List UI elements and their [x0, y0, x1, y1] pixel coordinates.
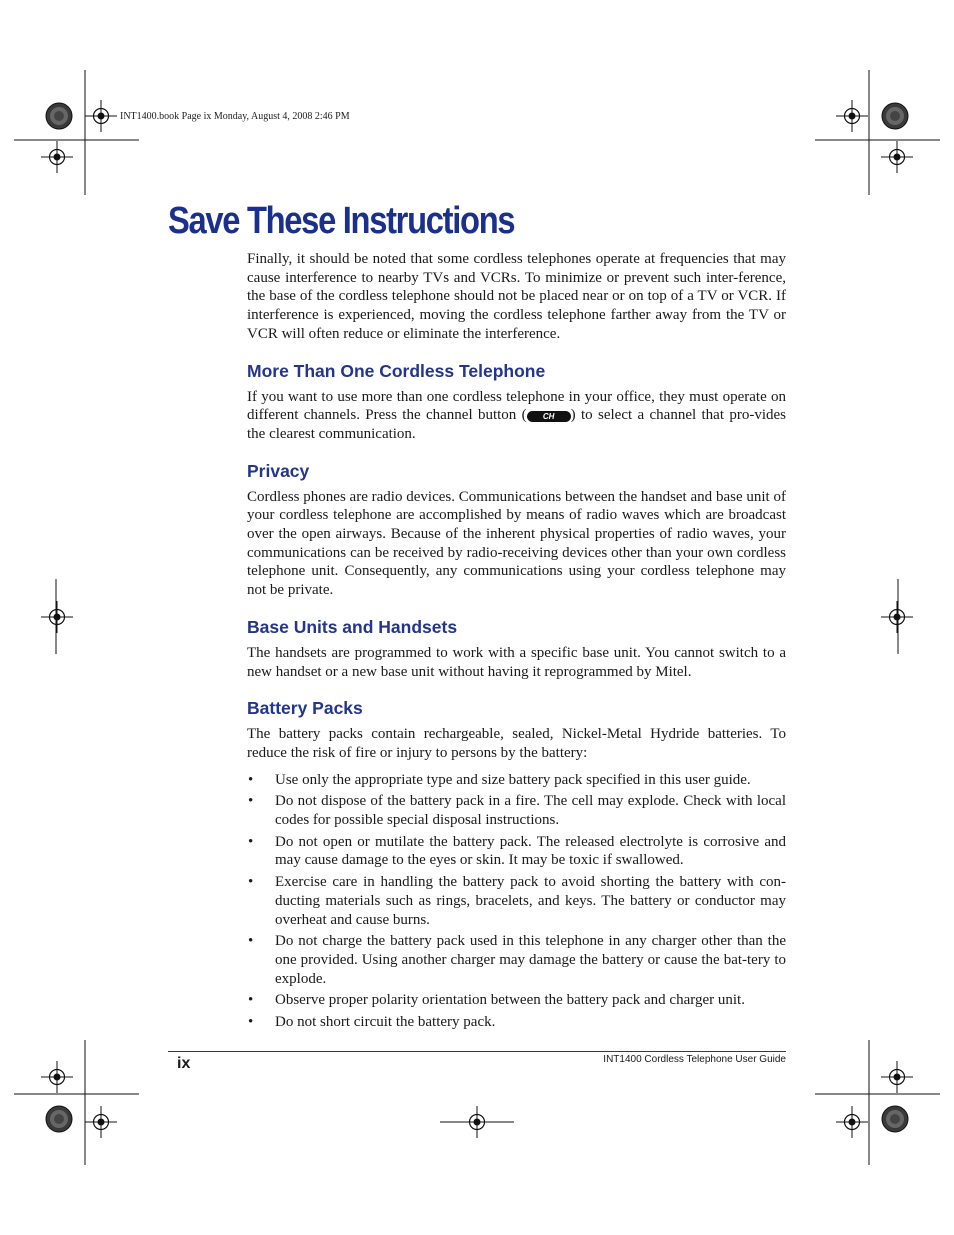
- battery-safety-list: [247, 771, 786, 1032]
- bullet-icon: •: [248, 771, 254, 788]
- list-item-text: Do not dispose of the battery pack in a fire. The cell may explode. Check with local codes for possible special disposal instructions.: [275, 793, 786, 829]
- print-slug: INT1400.book Page ix Monday, August 4, 2008 2:46 PM: [120, 111, 350, 122]
- footer-guide-title: INT1400 Cordless Telephone User Guide: [603, 1054, 786, 1065]
- multiple-phones-text-before: If you want to use more than one cordless telephone in your office, they must operate on different channels. Press the channel button (: [247, 388, 786, 424]
- list-item: [247, 771, 786, 790]
- page-title: Save These Instructions: [168, 200, 515, 242]
- list-item-text: Do not short circuit the battery pack.: [275, 1014, 496, 1031]
- color-target-mark: [882, 103, 908, 129]
- list-item-text: Do not charge the battery pack used in this telephone in any charger other than the one provided. Using another charger may damage the battery or cause the bat-tery to explode.: [275, 933, 786, 987]
- list-item-text: Do not open or mutilate the battery pack. The released electrolyte is corrosive and may cause damage to the eyes or skin. It may be toxic if swallowed.: [275, 833, 786, 869]
- section-heading-multiple-phones: More Than One Cordless Telephone: [247, 360, 546, 381]
- page-number: ix: [177, 1055, 191, 1072]
- registration-mark: [881, 1061, 913, 1093]
- list-item: [247, 873, 786, 929]
- multiple-phones-text-after: ) to select a channel that pro-vides the clearest communication.: [247, 407, 786, 442]
- registration-mark: [836, 1106, 868, 1138]
- registration-mark: [41, 141, 73, 173]
- bullet-icon: •: [248, 992, 254, 1009]
- registration-mark: [85, 100, 117, 132]
- section-heading-base-units: Base Units and Handsets: [247, 616, 458, 637]
- section-heading-battery-packs: Battery Packs: [247, 698, 363, 719]
- registration-mark: [41, 1061, 73, 1093]
- bullet-icon: •: [248, 933, 254, 950]
- list-item: [247, 932, 786, 988]
- base-units-paragraph: The handsets are programmed to work with a specific base unit. You cannot switch to a new handset or a new base unit without having it reprogrammed by Mitel.: [247, 644, 786, 680]
- footer-divider: [168, 1051, 786, 1052]
- registration-mark: [836, 100, 868, 132]
- list-item: [247, 792, 786, 829]
- registration-mark: [41, 601, 73, 633]
- section-heading-privacy: Privacy: [247, 460, 310, 481]
- registration-mark: [461, 1106, 493, 1138]
- list-item-text: Use only the appropriate type and size battery pack specified in this user guide.: [275, 771, 751, 788]
- privacy-paragraph: Cordless phones are radio devices. Communications between the handset and base unit of your cordless telephone are accomplished by means of radio waves which are broadcast over the open airways. Because of the inherent physical properties of radio waves, your communications can be received by radio-receiving devices other than your own cordless telephone unit. Consequently, any communications using your cordless telephone may not be private.: [247, 488, 786, 599]
- bullet-icon: •: [248, 833, 254, 850]
- list-item: [247, 991, 786, 1010]
- list-item: [247, 833, 786, 870]
- color-target-mark: [46, 1106, 72, 1132]
- list-item-text: Exercise care in handling the battery pack to avoid shorting the battery with con-ducting materials such as rings, bracelets, and keys. The battery or conductor may overheat and cause burns.: [275, 874, 786, 928]
- bullet-icon: •: [248, 793, 254, 810]
- battery-packs-paragraph: The battery packs contain rechargeable, sealed, Nickel-Metal Hydride batteries. To reduce the risk of fire or injury to persons by the battery:: [247, 726, 786, 761]
- list-item-text: Observe proper polarity orientation between the battery pack and charger unit.: [275, 992, 745, 1009]
- bullet-icon: •: [248, 1014, 254, 1031]
- channel-button-icon: CH: [527, 411, 571, 422]
- multiple-phones-paragraph: [247, 388, 786, 444]
- registration-mark: [881, 601, 913, 633]
- color-target-mark: [46, 103, 72, 129]
- registration-mark: [85, 1106, 117, 1138]
- main-content: [247, 250, 786, 1035]
- bullet-icon: •: [248, 874, 254, 891]
- registration-mark: [881, 141, 913, 173]
- intro-paragraph: Finally, it should be noted that some cordless telephones operate at frequencies that may cause interference to nearby TVs and VCRs. To minimize or prevent such inter-ference, the base of the cordless telephone should not be placed near or on top of a TV or VCR. If interference is experienced, moving the cordless telephone farther away from the TV or VCR will often reduce or eliminate the interference.: [247, 251, 786, 342]
- color-target-mark: [882, 1106, 908, 1132]
- list-item: [247, 1013, 786, 1032]
